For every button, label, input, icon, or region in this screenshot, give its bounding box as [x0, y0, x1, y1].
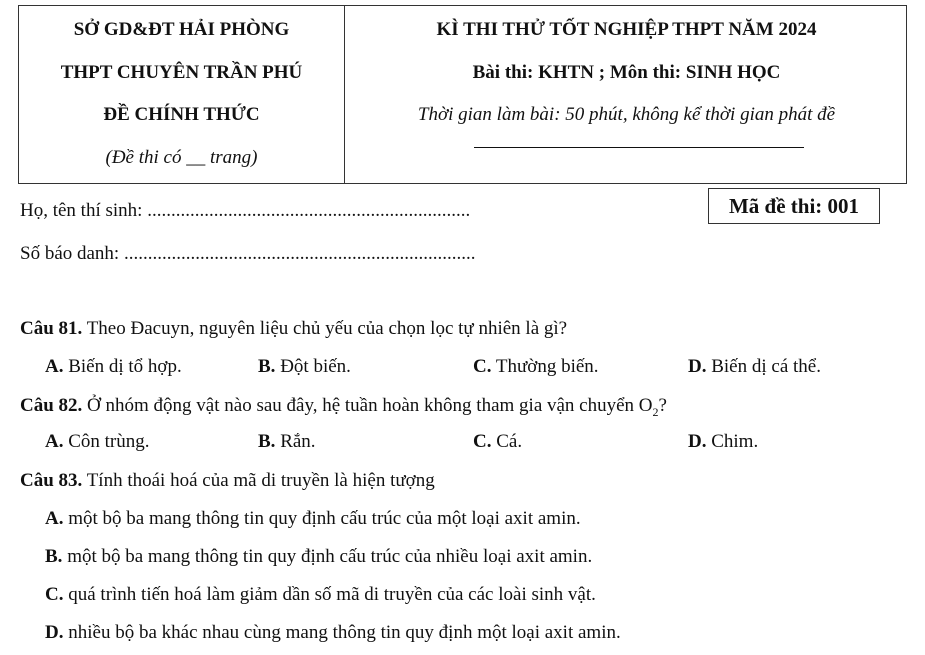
option-key: D. [45, 622, 64, 643]
answer-option [688, 431, 758, 453]
question-text: Tính thoái hoá của mã di truyền là hiện tượng [82, 470, 435, 491]
option-key: A. [45, 356, 64, 377]
option-text: một bộ ba mang thông tin quy định cấu trúc của một loại axit amin. [63, 508, 581, 529]
answer-option [45, 584, 596, 606]
school: THPT CHUYÊN TRẦN PHÚ [60, 62, 303, 83]
answer-option [473, 431, 522, 453]
option-text: quá trình tiến hoá làm giảm dần số mã di truyền của các loài sinh vật. [63, 584, 596, 605]
exam-code-box: Mã đề thi: 001 [708, 188, 880, 224]
subject: Bài thi: KHTN ; Môn thi: SINH HỌC [472, 62, 781, 83]
option-text: Chim. [706, 431, 759, 452]
answer-option [45, 431, 150, 453]
official-status: ĐỀ CHÍNH THỨC [103, 104, 260, 125]
option-key: C. [473, 431, 492, 452]
subscript: 2 [652, 404, 659, 419]
option-key: A. [45, 431, 64, 452]
option-key: D. [688, 431, 707, 452]
answer-option [45, 356, 182, 378]
option-text: Biến dị tổ hợp. [63, 356, 182, 377]
option-key: B. [258, 431, 276, 452]
question-stem [20, 318, 567, 340]
option-key: D. [688, 356, 707, 377]
option-text: Côn trùng. [63, 431, 150, 452]
question-number: Câu 83. [20, 470, 83, 491]
question-number: Câu 81. [20, 318, 83, 339]
option-key: A. [45, 508, 64, 529]
option-text: Thường biến. [491, 356, 599, 377]
option-key: C. [473, 356, 492, 377]
answer-option [258, 356, 351, 378]
header-rule [474, 147, 804, 148]
option-text: Rắn. [275, 431, 316, 452]
question-tail: ? [658, 395, 667, 416]
answer-option [45, 546, 592, 568]
option-key: B. [45, 546, 63, 567]
option-text: một bộ ba mang thông tin quy định cấu trúc của nhiều loại axit amin. [62, 546, 593, 567]
question-stem [20, 470, 435, 492]
option-text: Biến dị cá thể. [706, 356, 821, 377]
answer-option [45, 622, 621, 644]
exam-title: KÌ THI THỬ TỐT NGHIỆP THPT NĂM 2024 [436, 19, 817, 40]
option-text: Đột biến. [275, 356, 351, 377]
exam-header-box [18, 5, 907, 184]
question-text: Ở nhóm động vật nào sau đây, hệ tuần hoàn không tham gia vận chuyển O [82, 395, 653, 416]
candidate-name-field: Họ, tên thí sinh: .................................................................... [20, 200, 471, 221]
option-key: C. [45, 584, 64, 605]
option-text: Cá. [491, 431, 523, 452]
answer-option [688, 356, 821, 378]
answer-option [473, 356, 599, 378]
answer-option [258, 431, 316, 453]
department: SỞ GD&ĐT HẢI PHÒNG [73, 19, 290, 40]
question-text: Theo Đacuyn, nguyên liệu chủ yếu của chọn lọc tự nhiên là gì? [82, 318, 568, 339]
time-note: Thời gian làm bài: 50 phút, không kể thời gian phát đề [417, 104, 836, 125]
question-number: Câu 82. [20, 395, 83, 416]
question-stem [20, 395, 667, 420]
candidate-id-field: Số báo danh: .......................................................................... [20, 243, 476, 264]
answer-option [45, 508, 581, 530]
option-text: nhiều bộ ba khác nhau cùng mang thông tin quy định một loại axit amin. [63, 622, 621, 643]
option-key: B. [258, 356, 276, 377]
pages-note: (Đề thi có __ trang) [105, 147, 258, 168]
